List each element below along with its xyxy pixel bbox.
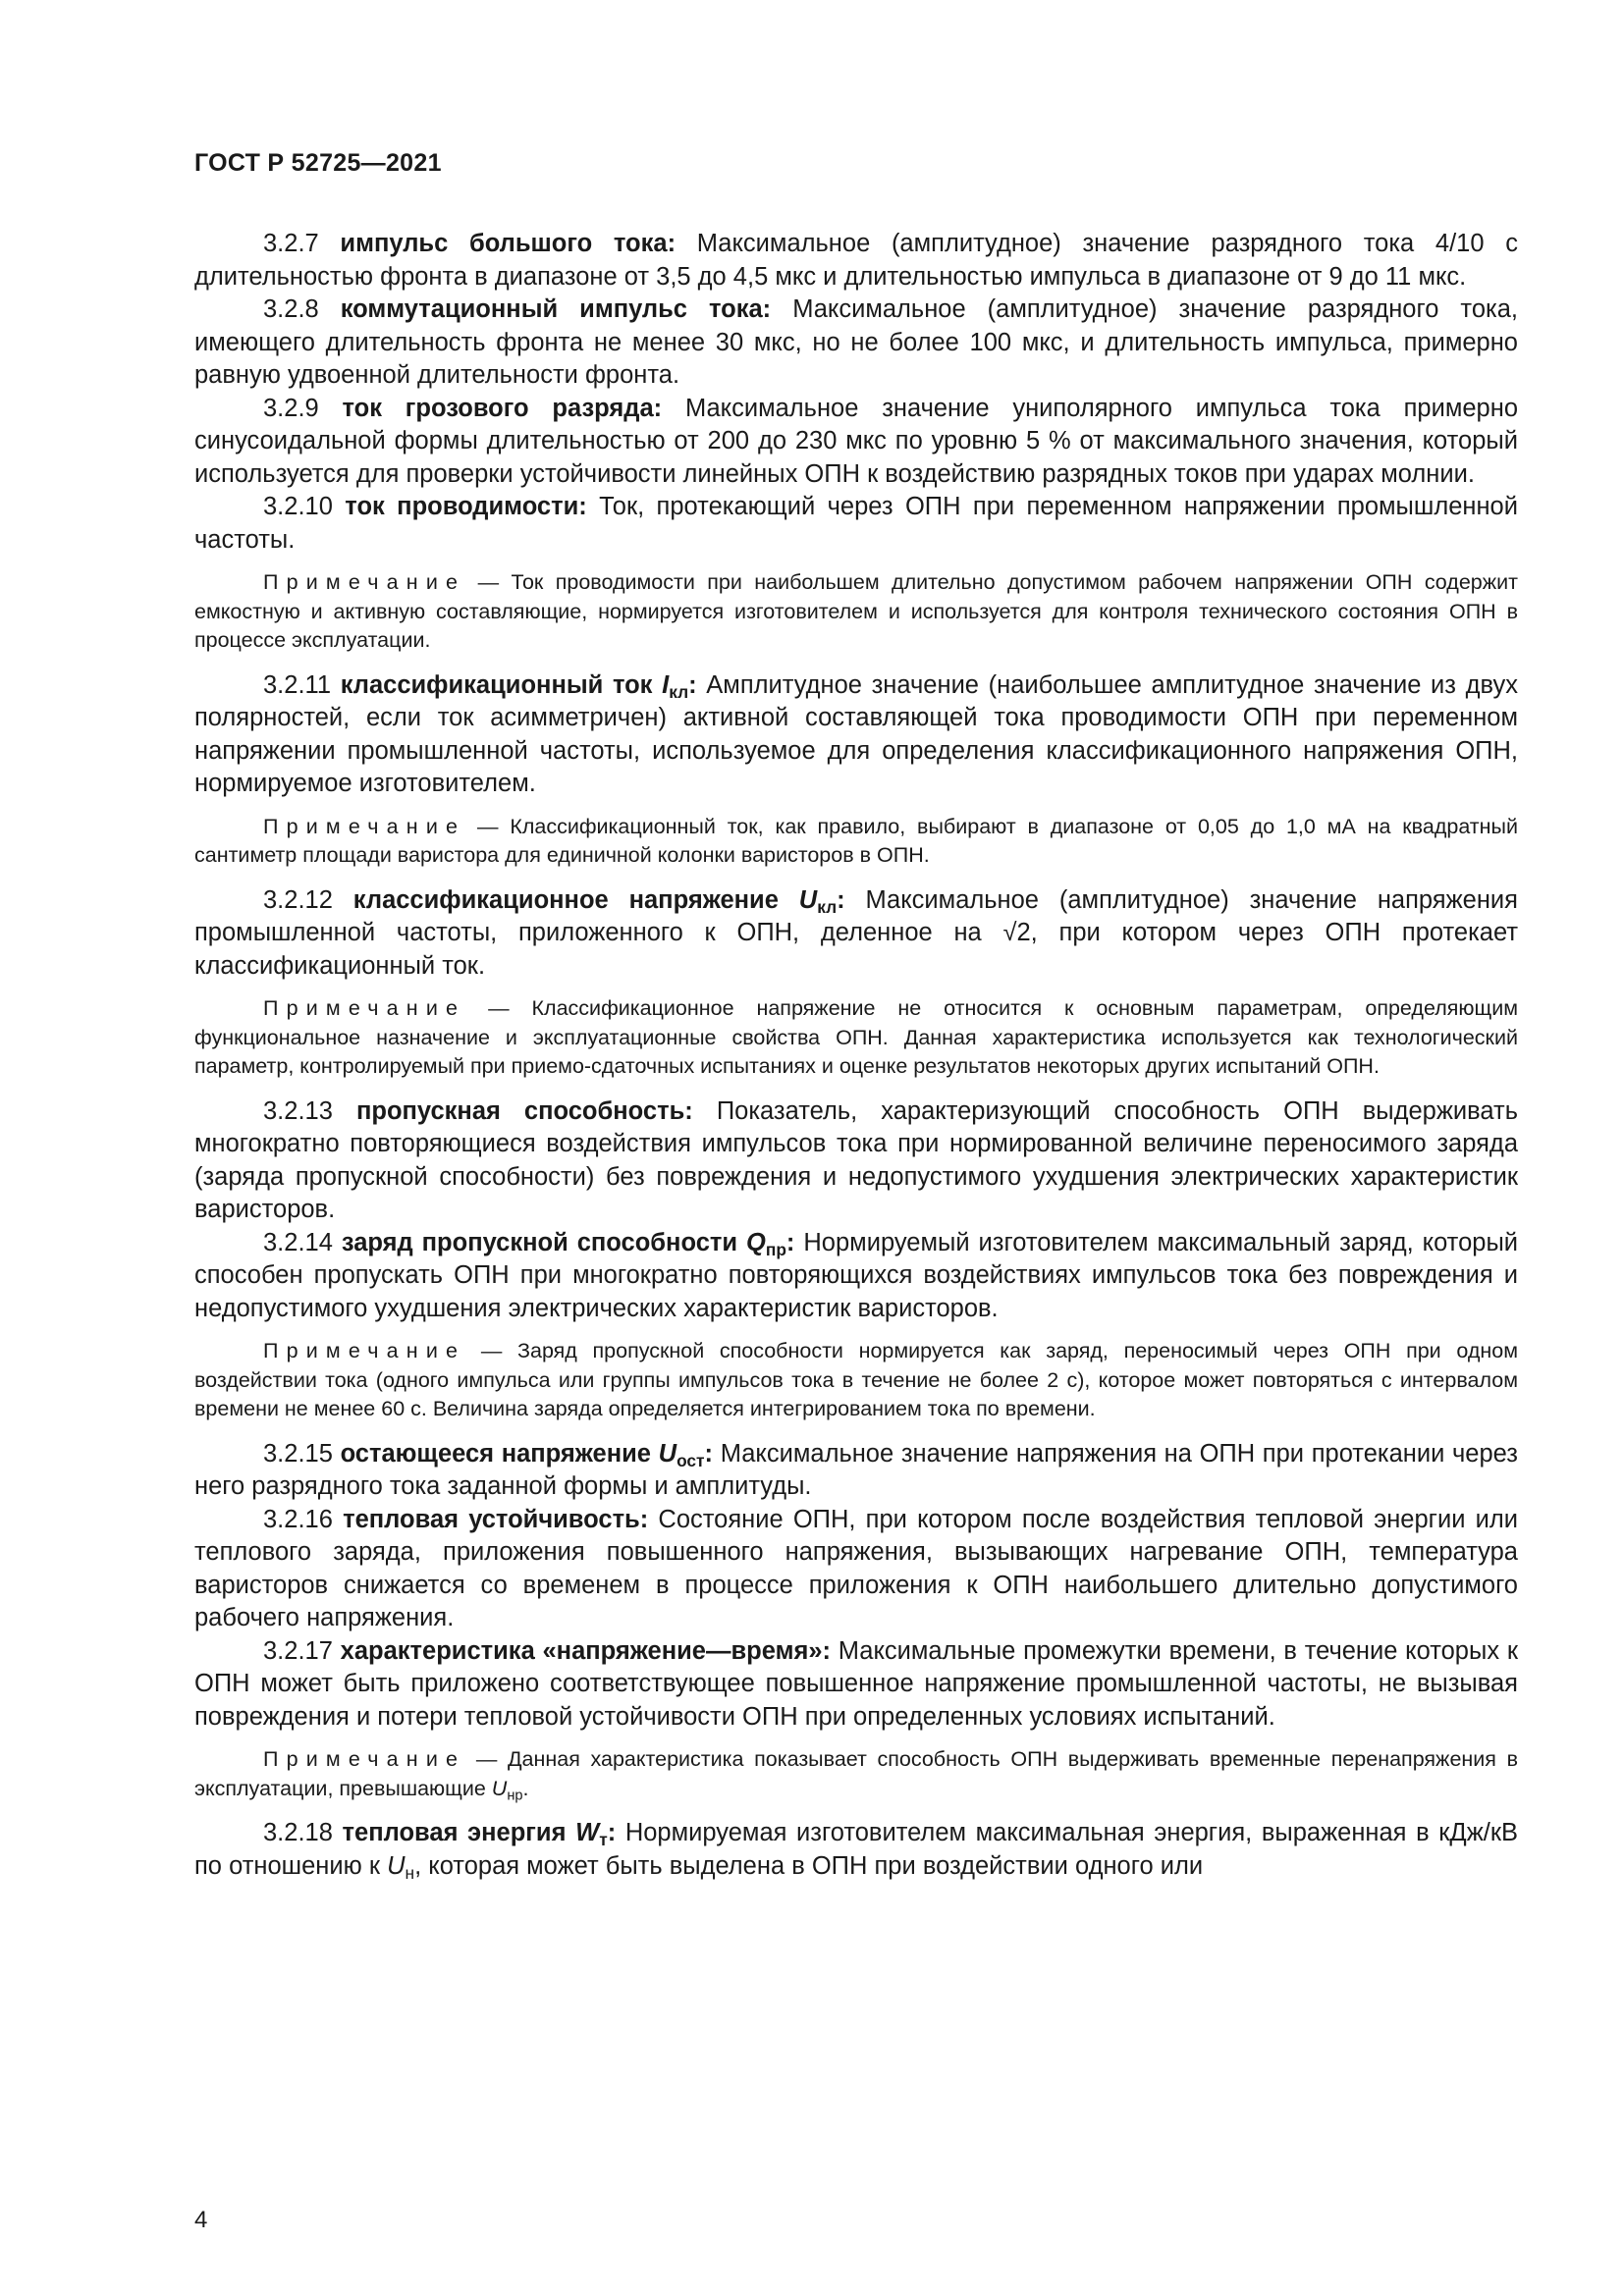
clause-number: 3.2.11 [263,670,332,699]
term-symbol: W [575,1819,600,1846]
term-symbol-subscript: ост [677,1450,705,1470]
term-colon: : [607,1819,617,1846]
inline-symbol: U [387,1851,406,1880]
note-symbol-subscript: нр [507,1787,523,1803]
note-3-2-12 [194,994,1518,1082]
clause-3-2-12 [194,884,1518,984]
clause-number: 3.2.17 [263,1636,333,1665]
term-symbol: Q [746,1228,766,1256]
term-symbol: U [798,885,818,914]
clause-term: импульс большого тока: [340,230,677,257]
term-label: классификационное напряжение [352,885,779,914]
note-label: Примечание [263,1339,466,1362]
clause-term [341,1228,795,1259]
note-dash: — [476,814,499,838]
clause-number: 3.2.7 [263,230,319,257]
clause-term: ток проводимости: [345,493,587,520]
clause-text: Максимальное значение напряжения на ОПН при протекании через него разрядного тока заданной формы и амплитуды. [194,1439,1518,1500]
clause-3-2-15 [194,1438,1518,1504]
note-label: Примечание [263,1747,466,1771]
note-text: Данная характеристика показывает способность ОПН выдерживать временные перенапряжения в эксплуатации, превышающие [194,1747,1518,1800]
term-label: тепловая энергия [342,1819,567,1846]
document-header: ГОСТ Р 52725—2021 [194,149,442,177]
note-3-2-17 [194,1745,1518,1803]
note-dash: — [480,1339,503,1362]
clause-term [352,885,845,917]
term-symbol: I [662,670,670,699]
term-label: классификационный ток [340,670,653,699]
clause-number: 3.2.13 [263,1096,333,1125]
note-dash: — [475,1747,498,1771]
note-3-2-10 [194,568,1518,656]
term-label: остающееся напряжение [340,1439,651,1468]
clause-number: 3.2.12 [263,885,333,914]
note-label: Примечание [263,570,466,594]
clause-term: характеристика «напряжение—время»: [340,1636,831,1665]
term-symbol-subscript: кл [817,896,838,917]
note-dash: — [488,996,510,1020]
note-end: . [522,1776,529,1800]
note-label: Примечание [263,996,466,1020]
clause-text: Показатель, характеризующий способность ОПН выдерживать многократно повторяющиеся воздействия импульсов тока при нормированной величине переносимого заряда (заряда пропускной способности) без повреждения и недопустимого ухудшения электрических характеристик варисторов. [194,1096,1519,1223]
clause-text: Максимальные промежутки времени, в течение которых к ОПН может быть приложено соответствующее повышенное напряжение промышленной частоты, не вызывая повреждения и потери тепловой устойчивости ОПН при определенных условиях испытаний. [194,1636,1518,1731]
term-colon: : [704,1439,714,1468]
term-symbol-subscript: кл [669,681,689,702]
clause-term: пропускная способность: [355,1096,693,1125]
term-symbol-subscript: пр [765,1239,786,1259]
term-colon: : [837,885,845,914]
clause-term: тепловая устойчивость: [343,1505,649,1533]
clause-3-2-17 [194,1635,1518,1735]
clause-3-2-8 [194,294,1518,393]
note-text: Классификационное напряжение не относится к основным параметрам, определяющим функциональное назначение и эксплуатационные свойства ОПН. Данная характеристика используется как технологический параметр, контролируемый при приемо-сдаточных испытаниях и оценке результатов некоторых других испытаний ОПН. [194,996,1518,1078]
page-number: 4 [194,2207,208,2233]
clause-3-2-10 [194,491,1518,557]
clause-number: 3.2.15 [263,1439,333,1468]
clause-text: Нормируемый изготовителем максимальный заряд, который способен пропускать ОПН при многократно повторяющихся воздействиях импульсов тока без повреждения и недопустимого ухудшения электрических характеристик варисторов. [194,1228,1519,1322]
clause-text: Максимальное (амплитудное) значение разрядного тока, имеющего длительность фронта не менее 30 мкс, но не более 100 мкс, и длительность импульса, примерно равную удвоенной длительности фронта. [194,295,1518,389]
clause-text: Амплитудное значение (наибольшее амплитудное значение из двух полярностей, если ток асимметричен) активной составляющей тока проводимости ОПН при переменном напряжении промышленной частоты, используемое для определения классификационного напряжения ОПН, нормируемое изготовителем. [194,670,1518,797]
note-3-2-11 [194,813,1518,871]
clause-number: 3.2.8 [263,295,319,323]
clause-3-2-18 [194,1817,1518,1883]
clause-term [341,1440,713,1468]
note-dash: — [477,570,500,594]
clause-text: Максимальное (амплитудное) значение разрядного тока 4/10 с длительностью фронта в диапазоне от 3,5 до 4,5 мкс и длительностью импульса в диапазоне от 9 до 11 мкс. [194,230,1518,291]
clause-3-2-7 [194,228,1518,294]
clause-number: 3.2.14 [263,1228,333,1256]
clause-term: ток грозового разряда: [342,394,663,422]
term-colon: : [785,1228,795,1256]
clause-text: Ток, протекающий через ОПН при переменном напряжении промышленной частоты. [194,493,1518,554]
note-text: Ток проводимости при наибольшем длительно допустимом рабочем напряжении ОПН содержит емкостную и активную составляющие, нормируется изготовителем и используется для контроля технического состояния ОПН в процессе эксплуатации. [194,570,1518,652]
clause-number: 3.2.10 [263,493,333,520]
note-label: Примечание [263,814,466,838]
clause-term [342,1819,617,1850]
term-symbol: U [658,1439,677,1468]
term-label: заряд пропускной способности [341,1228,738,1256]
clause-text: Максимальное (амплитудное) значение напряжения промышленной частоты, приложенного к ОПН, деленное на √2, при котором через ОПН протекает классификационный ток. [194,885,1518,980]
clause-term [340,670,697,702]
document-body [194,228,1518,1883]
clause-number: 3.2.9 [263,394,319,422]
clause-text-end: , которая может быть выделена в ОПН при воздействии одного или [414,1851,1204,1880]
clause-3-2-9 [194,393,1518,492]
clause-text: Максимальное значение униполярного импульса тока примерно синусоидальной формы длительностью от 200 до 230 мкс по уровню 5 % от максимального значения, который используется для проверки устойчивости линейных ОПН к воздействию разрядных токов при ударах молнии. [194,394,1518,488]
clause-text: Состояние ОПН, при котором после воздействия тепловой энергии или теплового заряда, приложения повышенного напряжения, вызывающих нагревание ОПН, температура варисторов снижается со временем в процессе приложения к ОПН наибольшего длительно допустимого рабочего напряжения. [194,1505,1518,1631]
clause-number: 3.2.18 [263,1819,333,1846]
clause-3-2-13 [194,1095,1518,1227]
note-text: Заряд пропускной способности нормируется как заряд, переносимый через ОПН при одном воздействии тока (одного импульса или группы импульсов тока в течение не более 2 с), которое может повторяться с интервалом времени не менее 60 с. Величина заряда определяется интегрированием тока по времени. [194,1339,1518,1420]
clause-3-2-11 [194,669,1518,801]
clause-3-2-16 [194,1504,1518,1635]
clause-term: коммутационный импульс тока: [340,295,772,323]
clause-text-start: Нормируемая изготовителем максимальная энергия, выраженная в кДж/кВ по отношению к [194,1819,1519,1880]
note-symbol: U [491,1776,508,1800]
clause-3-2-14 [194,1227,1518,1326]
term-colon: : [688,670,697,699]
note-text: Классификационный ток, как правило, выбирают в диапазоне от 0,05 до 1,0 мА на квадратный сантиметр площади варистора для единичной колонки варисторов в ОПН. [194,814,1518,867]
term-symbol-subscript: т [599,1830,608,1850]
inline-symbol-subscript: н [405,1862,415,1883]
note-3-2-14 [194,1337,1518,1424]
clause-number: 3.2.16 [263,1505,333,1533]
